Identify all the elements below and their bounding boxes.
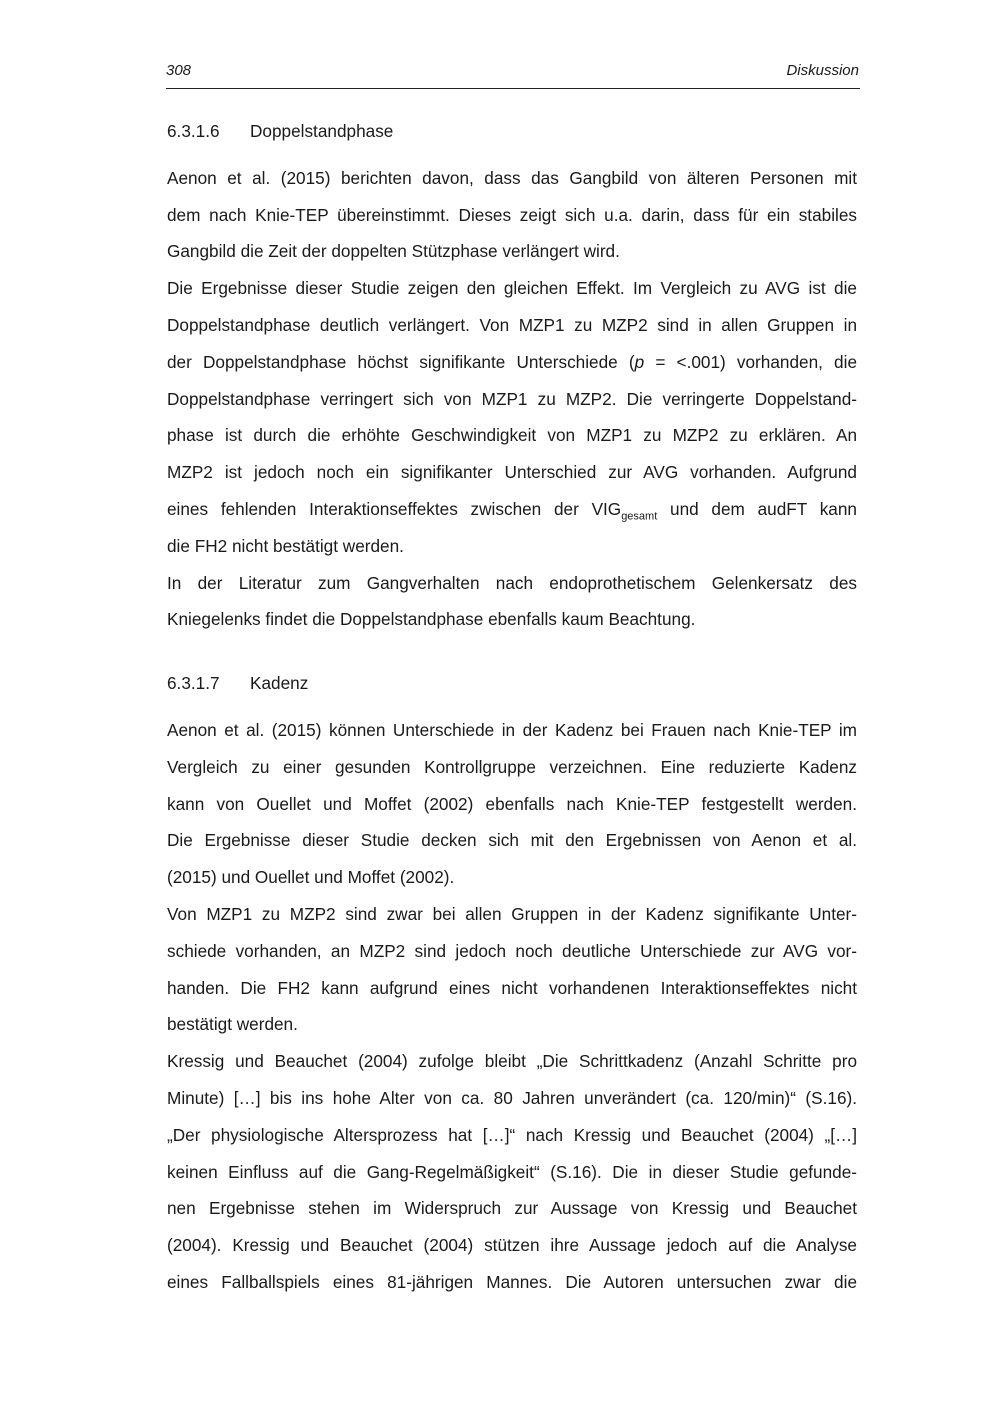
- paragraph: [167, 896, 857, 1043]
- text-line: Kniegelenks findet die Doppelstandphase ebenfalls kaum Beachtung.: [167, 609, 696, 630]
- text-line: nen Ergebnisse stehen im Widerspruch zur Aussage von Kressig und Beauchet: [167, 1198, 857, 1219]
- text-fragment: der Doppelstandphase höchst signifikante Unterschiede (: [167, 351, 635, 372]
- page-header: [166, 58, 860, 89]
- text-line: bestätigt werden.: [167, 1014, 298, 1035]
- text-fragment: = <.001) vorhanden, die: [644, 351, 857, 372]
- text-line: kann von Ouellet und Moffet (2002) ebenfalls nach Knie-TEP festgestellt werden.: [167, 793, 857, 814]
- text-line: (2015) und Ouellet und Moffet (2002).: [167, 867, 455, 888]
- paragraph: [167, 270, 857, 564]
- p-value-symbol: p: [634, 351, 645, 372]
- page-number: 308: [166, 62, 192, 79]
- text-line: Kressig und Beauchet (2004) zufolge bleibt „Die Schrittkadenz (Anzahl Schritte pro: [167, 1051, 857, 1072]
- text-line: Aenon et al. (2015) berichten davon, dass das Gangbild von älteren Personen mit: [167, 167, 857, 188]
- text-line: handen. Die FH2 kann aufgrund eines nicht vorhandenen Interaktionseffektes nicht: [167, 977, 857, 998]
- section-number: 6.3.1.7: [167, 673, 220, 694]
- section-heading-kadenz: [167, 665, 857, 702]
- text-line: In der Literatur zum Gangverhalten nach endoprothetischem Gelenkersatz des: [167, 572, 857, 593]
- text-line: Von MZP1 zu MZP2 sind zwar bei allen Gruppen in der Kadenz signifikante Unter-: [167, 903, 857, 924]
- section-number: 6.3.1.6: [167, 121, 220, 141]
- running-head: Diskussion: [786, 62, 859, 79]
- text-line: „Der physiologische Altersprozess hat […]“ nach Kressig und Beauchet (2004) „[…]: [167, 1124, 857, 1145]
- text-line: Die Ergebnisse dieser Studie zeigen den gleichen Effekt. Im Vergleich zu AVG ist die: [167, 278, 857, 299]
- text-line: die FH2 nicht bestätigt werden.: [167, 535, 404, 556]
- text-line: dem nach Knie-TEP übereinstimmt. Dieses zeigt sich u.a. darin, dass für ein stabiles: [167, 204, 857, 225]
- text-line: [167, 491, 857, 528]
- text-line: MZP2 ist jedoch noch ein signifikanter Unterschied zur AVG vorhanden. Aufgrund: [167, 462, 857, 483]
- section-title: Kadenz: [250, 673, 309, 694]
- text-line: Die Ergebnisse dieser Studie decken sich mit den Ergebnissen von Aenon et al.: [167, 830, 857, 851]
- section-heading-doppelstandphase: [167, 113, 857, 150]
- paragraph: [167, 1043, 857, 1301]
- page-body: [167, 113, 857, 1301]
- text-line: Minute) […] bis ins hohe Alter von ca. 80 Jahren unverändert (ca. 120/min)“ (S.16).: [167, 1087, 857, 1108]
- text-line: schiede vorhanden, an MZP2 sind jedoch noch deutliche Unterschiede zur AVG vor-: [167, 940, 857, 961]
- text-line: (2004). Kressig und Beauchet (2004) stützen ihre Aussage jedoch auf die Analyse: [167, 1235, 857, 1256]
- section-title: Doppelstandphase: [250, 121, 394, 141]
- text-line: phase ist durch die erhöhte Geschwindigkeit von MZP1 zu MZP2 zu erklären. An: [167, 425, 857, 446]
- subscript: gesamt: [621, 510, 658, 523]
- paragraph: [167, 565, 857, 639]
- text-line: Aenon et al. (2015) können Unterschiede in der Kadenz bei Frauen nach Knie-TEP im: [167, 719, 857, 740]
- text-fragment: eines fehlenden Interaktionseffektes zwischen der VIG: [167, 498, 622, 519]
- text-line: Doppelstandphase deutlich verlängert. Von MZP1 zu MZP2 sind in allen Gruppen in: [167, 314, 857, 335]
- paragraph: [167, 160, 857, 270]
- text-line: eines Fallballspiels eines 81-jährigen Mannes. Die Autoren untersuchen zwar die: [167, 1271, 857, 1292]
- text-fragment: und dem audFT kann: [657, 498, 857, 519]
- text-line: [167, 344, 857, 381]
- text-line: Doppelstandphase verringert sich von MZP1 zu MZP2. Die verringerte Doppelstand-: [167, 388, 857, 409]
- text-line: Gangbild die Zeit der doppelten Stützphase verlängert wird.: [167, 241, 620, 262]
- text-line: keinen Einfluss auf die Gang-Regelmäßigkeit“ (S.16). Die in dieser Studie gefunde-: [167, 1161, 857, 1182]
- text-line: Vergleich zu einer gesunden Kontrollgruppe verzeichnen. Eine reduzierte Kadenz: [167, 756, 857, 777]
- paragraph: [167, 712, 857, 896]
